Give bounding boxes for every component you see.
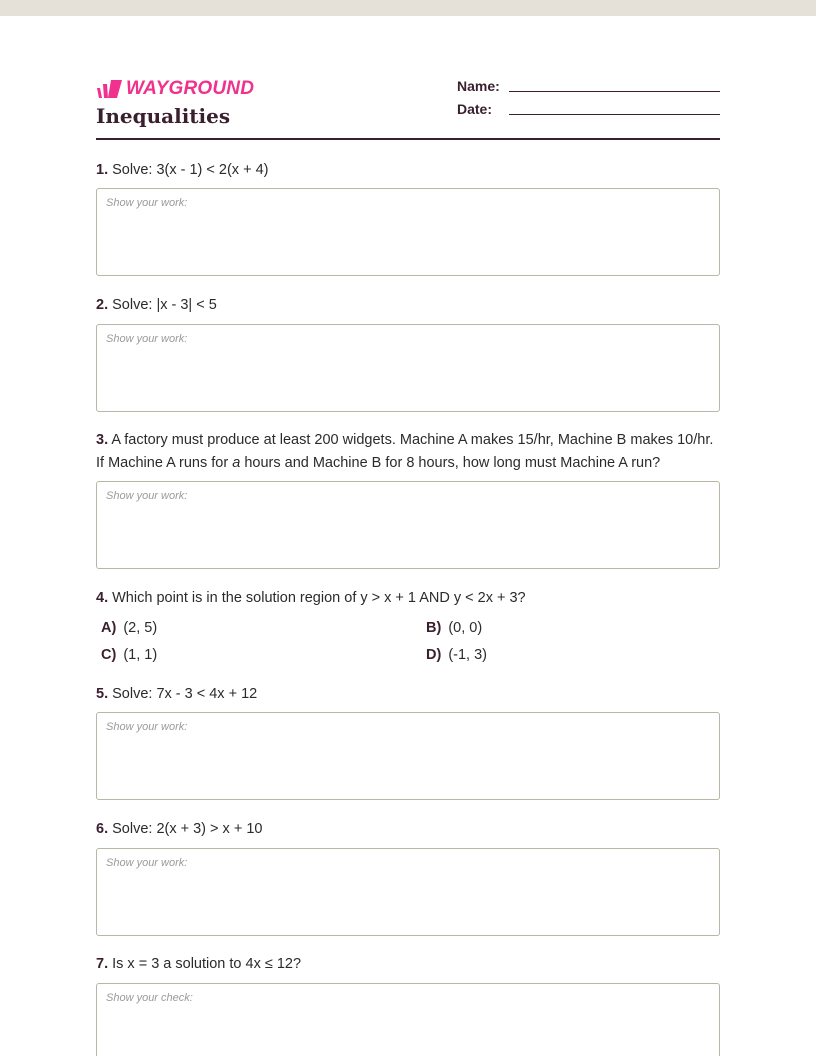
question-text: Solve: 2(x + 3) > x + 10 — [112, 821, 263, 837]
question-text: Is x = 3 a solution to 4x ≤ 12? — [112, 956, 302, 972]
brand-name: WAYGROUND — [126, 78, 255, 99]
choice-a[interactable] — [101, 618, 157, 638]
choice-text: (0, 0) — [448, 620, 483, 636]
question-text: Solve: 3(x - 1) < 2(x + 4) — [112, 162, 269, 178]
work-placeholder: Show your work: — [106, 490, 188, 502]
question-5 — [96, 683, 720, 706]
work-placeholder: Show your work: — [106, 857, 188, 869]
work-placeholder: Show your work: — [106, 721, 188, 733]
question-7 — [96, 953, 720, 976]
date-label: Date: — [457, 101, 493, 117]
choice-letter: B) — [426, 620, 442, 636]
question-3 — [96, 429, 720, 475]
top-bar — [0, 0, 816, 16]
choice-d[interactable] — [426, 645, 487, 665]
choice-c[interactable] — [101, 645, 157, 665]
question-number: 4. — [96, 590, 109, 606]
worksheet-title: Inequalities — [96, 104, 231, 128]
question-text: Which point is in the solution region of y > x + 1 AND y < 2x + 3? — [112, 590, 526, 606]
work-box-6[interactable] — [96, 848, 720, 936]
work-box-7[interactable] — [96, 983, 720, 1056]
choice-letter: D) — [426, 647, 442, 663]
worksheet-header — [96, 76, 720, 140]
question-number: 6. — [96, 821, 109, 837]
question-text: Solve: |x - 3| < 5 — [112, 297, 217, 313]
question-1 — [96, 159, 720, 182]
question-number: 7. — [96, 956, 109, 972]
choice-text: (-1, 3) — [448, 647, 487, 663]
question-6 — [96, 818, 720, 841]
question-text-end: hours and Machine B for 8 hours, how long must Machine A run? — [240, 455, 661, 471]
question-number: 5. — [96, 686, 109, 702]
question-2 — [96, 294, 720, 317]
question-number: 3. — [96, 432, 109, 448]
question-4 — [96, 587, 720, 610]
wayground-mark-icon — [96, 79, 123, 99]
check-placeholder: Show your check: — [106, 992, 193, 1004]
student-fields — [457, 76, 720, 122]
work-box-1[interactable] — [96, 188, 720, 276]
choice-text: (1, 1) — [123, 647, 158, 663]
date-line[interactable] — [509, 114, 720, 115]
name-label: Name: — [457, 78, 500, 94]
work-placeholder: Show your work: — [106, 197, 188, 209]
question-text: Solve: 7x - 3 < 4x + 12 — [112, 686, 258, 702]
name-line[interactable] — [509, 91, 720, 92]
work-box-5[interactable] — [96, 712, 720, 800]
brand-logo — [96, 78, 254, 100]
work-box-2[interactable] — [96, 324, 720, 412]
question-number: 2. — [96, 297, 109, 313]
date-field[interactable] — [457, 99, 720, 122]
choice-text: (2, 5) — [123, 620, 158, 636]
choice-letter: C) — [101, 647, 117, 663]
name-field[interactable] — [457, 76, 720, 99]
work-placeholder: Show your work: — [106, 333, 188, 345]
question-number: 1. — [96, 162, 109, 178]
choice-b[interactable] — [426, 618, 482, 638]
question-text-start: A factory must produce at least 200 widgets. Machine A makes 15/hr, Machine B makes 10/hr. If Machine A runs for — [96, 432, 714, 471]
work-box-3[interactable] — [96, 481, 720, 569]
choice-letter: A) — [101, 620, 117, 636]
question-variable: a — [232, 455, 241, 471]
